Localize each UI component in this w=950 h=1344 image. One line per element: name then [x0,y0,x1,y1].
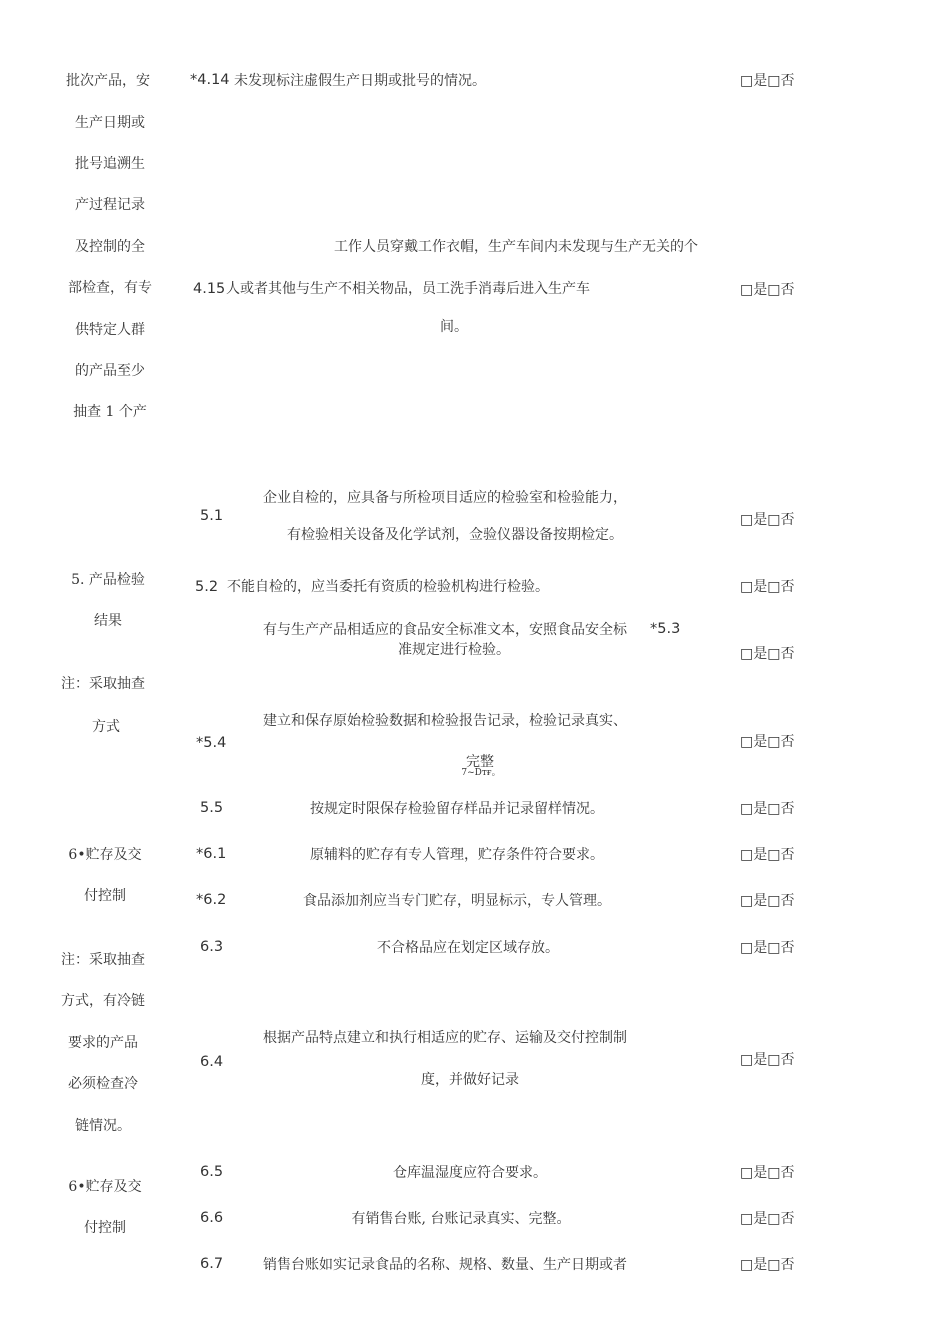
item-number: *5.3 [650,621,681,637]
item-text: 有与生产产品相适应的食品安全标准文本，安照食品安全标 [263,622,627,638]
yes-no-checkbox[interactable]: □是□否 [740,734,795,750]
item-text: 间。 [440,319,468,335]
yes-no-checkbox[interactable]: □是□否 [740,1257,795,1273]
item-text: 按规定时限保存检验留存样品并记录留样情况。 [310,801,604,817]
item-text: 有销售台账, 台账记录真实、完整。 [351,1211,571,1227]
left-text: 批次产品，安 [66,73,150,89]
item-number: 5.1 [200,508,224,524]
left-text: 批号追溯生 [75,156,145,172]
item-number: *6.1 [196,846,227,862]
item-number: *4.14 [190,72,230,88]
left-text: 方式 [92,719,120,735]
item-text: 不能自检的，应当委托有资质的检验机构进行检验。 [227,579,549,595]
item-number: 6.6 [200,1210,224,1226]
item-text-artifact: 7~Dтғ。 [461,768,501,778]
left-text: 6•贮存及交 [68,1179,142,1195]
item-number: *5.4 [196,735,227,751]
item-number: 6.4 [200,1054,224,1070]
item-number: 6.7 [200,1256,224,1272]
left-text: 结果 [94,613,122,629]
item-text: 人或者其他与生产不相关物品，员工洗手消毒后进入生产车 [226,281,590,297]
yes-no-checkbox[interactable]: □是□否 [740,282,795,298]
item-text: 准规定进行检验。 [398,642,510,658]
left-text: 产过程记录 [75,197,145,213]
left-text: 生产日期或 [75,115,145,131]
left-text: 要求的产品 [68,1035,138,1051]
left-text: 及控制的全 [75,239,145,255]
item-text: 原辅料的贮存有专人管理，贮存条件符合要求。 [310,847,604,863]
item-text: 未发现标注虚假生产日期或批号的情况。 [234,73,486,89]
left-text: 6•贮存及交 [68,847,142,863]
item-text: 食品添加剂应当专门贮存，明显标示，专人管理。 [303,893,611,909]
yes-no-checkbox[interactable]: □是□否 [740,940,795,956]
item-text: 度，并做好记录 [421,1072,519,1088]
item-text: 仓库温湿度应符合要求。 [393,1165,547,1181]
left-text: 付控制 [84,1220,126,1236]
item-text: 建立和保存原始检验数据和检验报告记录，检验记录真实、 [263,713,627,729]
left-text: 抽查 1 个产 [73,404,147,420]
item-text: 销售台账如实记录食品的名称、规格、数量、生产日期或者 [263,1257,627,1273]
left-text: 5. 产品检验 [71,572,145,588]
yes-no-checkbox[interactable]: □是□否 [740,646,795,662]
left-text: 链情况。 [75,1118,131,1134]
item-number: 5.2 [195,579,219,595]
yes-no-checkbox[interactable]: □是□否 [740,1211,795,1227]
yes-no-checkbox[interactable]: □是□否 [740,579,795,595]
yes-no-checkbox[interactable]: □是□否 [740,1165,795,1181]
left-text: 部检查，有专 [68,280,152,296]
yes-no-checkbox[interactable]: □是□否 [740,893,795,909]
yes-no-checkbox[interactable]: □是□否 [740,801,795,817]
left-text: 注：采取抽查 [61,952,145,968]
left-text: 必须检查冷 [68,1076,138,1092]
left-text: 付控制 [84,888,126,904]
yes-no-checkbox[interactable]: □是□否 [740,73,795,89]
yes-no-checkbox[interactable]: □是□否 [740,1052,795,1068]
item-number: 4.15 [193,281,226,297]
yes-no-checkbox[interactable]: □是□否 [740,847,795,863]
left-text: 供特定人群 [75,322,145,338]
item-number: 6.5 [200,1164,224,1180]
item-text: 根据产品特点建立和执行相适应的贮存、运输及交付控制制 [263,1030,627,1046]
item-number: 6.3 [200,939,224,955]
item-number: *6.2 [196,892,227,908]
item-number: 5.5 [200,800,224,816]
left-text: 方式，有冷链 [61,993,145,1009]
item-text: 有检验相关设备及化学试剂，佥验仪器设备按期检定。 [287,527,623,543]
left-text: 注：采取抽查 [61,676,145,692]
item-text: 工作人员穿戴工作衣帽，生产车间内未发现与生产无关的个 [334,239,698,255]
yes-no-checkbox[interactable]: □是□否 [740,512,795,528]
item-text: 企业自检的，应具备与所检项目适应的检验室和检验能力， [263,490,627,506]
item-text: 完整 [466,754,494,770]
left-text: 的产品至少 [75,363,145,379]
item-text: 不合格品应在划定区域存放。 [377,940,559,956]
